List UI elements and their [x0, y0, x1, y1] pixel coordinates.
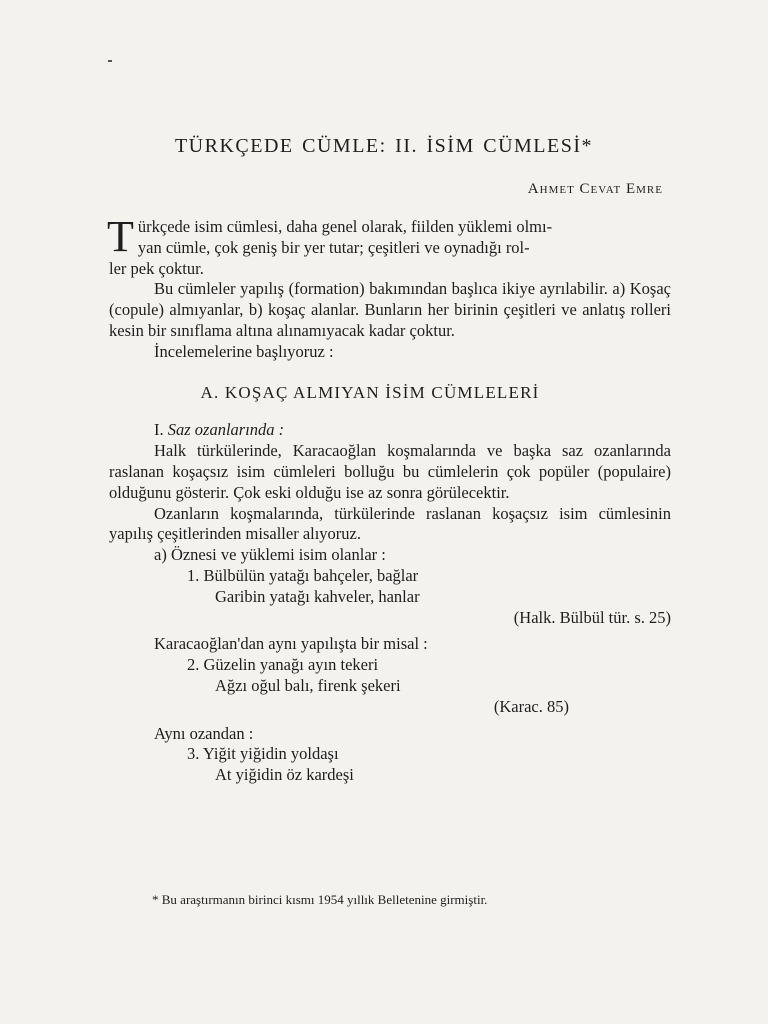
article-title: TÜRKÇEDE CÜMLE: II. İSİM CÜMLESİ*	[174, 135, 594, 157]
example-1-line-2: Garibin yatağı kahveler, hanlar	[215, 586, 420, 606]
scan-speck	[108, 60, 112, 62]
subsection-heading	[109, 420, 671, 441]
footnote: * Bu araştırmanın birinci kısmı 1954 yıllık Belletenine girmiştir.	[152, 892, 488, 907]
example-2-source: (Karac. 85)	[493, 696, 569, 716]
subsection-number: I.	[154, 420, 164, 440]
example-2-line-1: 2. Güzelin yanağı ayın tekeri	[187, 655, 379, 675]
example-3-line-1: 3. Yiğit yiğidin yoldaşı	[187, 744, 339, 764]
intro-line-3: ler pek çoktur.	[109, 258, 204, 278]
subsection-title: Saz ozanlarında :	[167, 420, 285, 440]
intro-line-1: ürkçede isim cümlesi, daha genel olarak, fiilden yüklemi olmı-	[137, 217, 553, 236]
list-label-a: a) Öznesi ve yüklemi isim olanlar :	[154, 545, 386, 565]
paragraph-formation: Bu cümleler yapılış (formation) bakımından başlıca ikiye ayrılabilir. a) Koşaç (copule) almıyanlar, b) koşaç alanlar. Bunların her birinin çeşitleri ve anlatış rolleri kesin bir sınıflama altına alınamıyacak kadar çoktur.	[109, 279, 671, 340]
intro-line-2: yan cümle, çok geniş bir yer tutar; çeşitleri ve oynadığı rol-	[137, 237, 530, 257]
example-1-line-1: 1. Bülbülün yatağı bahçeler, bağlar	[187, 565, 419, 585]
author-name: Ahmet Cevat Emre	[527, 181, 663, 197]
intro-paragraph	[107, 212, 671, 279]
article-body	[107, 212, 671, 786]
example-2-line-2: Ağzı oğul balı, firenk şekeri	[215, 675, 401, 695]
example-3-line-2: At yiğidin öz kardeşi	[215, 765, 354, 785]
paragraph-start: İncelemelerine başlıyoruz :	[154, 341, 334, 361]
section-heading: A. KOŞAÇ ALMIYAN İSİM CÜMLELERİ	[200, 382, 540, 402]
karacaoglan-intro: Karacaoğlan'dan aynı yapılışta bir misal :	[154, 634, 428, 654]
paragraph-halk: Halk türkülerinde, Karacaoğlan koşmalarında ve başka saz ozanlarında raslanan koşaçsız isim cümleleri bolluğu bu cümlelerin çok popüler (populaire) olduğunu gösterir. Çok eski olduğu ise az sonra görülecektir.	[109, 441, 671, 502]
drop-cap: T	[107, 212, 134, 261]
ayni-ozandan: Aynı ozandan :	[154, 723, 254, 743]
example-1-source: (Halk. Bülbül tür. s. 25)	[513, 607, 671, 627]
paragraph-ozanlar: Ozanların koşmalarında, türkülerinde raslanan koşaçsız isim cümlesinin yapılış çeşitlerinden misaller alıyoruz.	[109, 503, 671, 544]
